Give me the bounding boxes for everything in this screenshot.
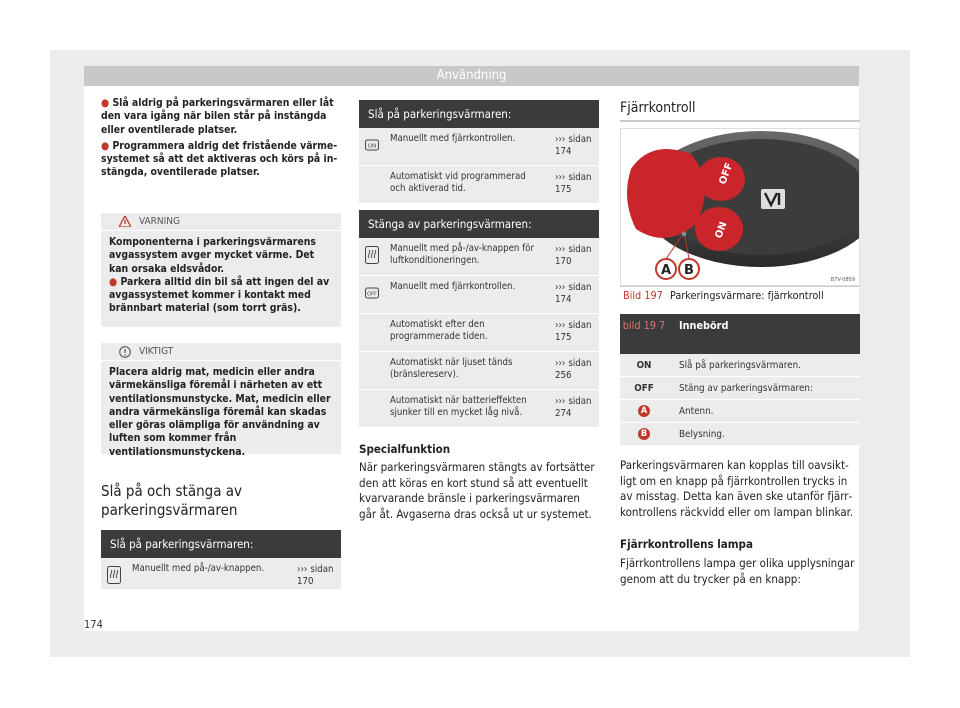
table-row <box>359 390 599 428</box>
bullet-item: ● Slå aldrig på parkeringsvärmaren eller låt den vara igång när bilen står på instängda eller oventilerade platser. <box>101 97 334 136</box>
remote-photo <box>620 128 860 286</box>
table-left <box>101 530 341 590</box>
off-label: OFF <box>717 161 736 187</box>
table-header: Slå på parkeringsvärmaren: <box>359 100 599 128</box>
table-mid-on <box>359 100 599 204</box>
row-desc: Automatiskt vid programmerad och aktiverad tid. <box>390 171 526 194</box>
warning-icon <box>119 216 131 227</box>
table-row <box>359 276 599 314</box>
table-row <box>359 238 599 276</box>
off-icon-text: OFF <box>367 291 377 298</box>
row-desc: Manuellt med på-/av-knappen. <box>132 563 265 574</box>
notice-box <box>101 343 341 458</box>
table-row <box>620 354 860 377</box>
row-ref: ››› sidan 170 <box>297 564 334 587</box>
row-desc: Manuellt med fjärrkontrollen. <box>390 133 516 144</box>
lamp-text: Fjärrkontrollens lampa ger olika upplysningar genom att du trycker på en knapp: <box>620 556 855 586</box>
caption-text: Parkeringsvärmare: fjärrkontroll <box>669 289 824 302</box>
table-row <box>359 166 599 204</box>
page-number: 174 <box>84 618 103 631</box>
legend-col2: Innebörd <box>679 319 729 332</box>
title-underline <box>620 120 860 122</box>
notice-icon <box>119 346 131 358</box>
row-ref: ››› sidan 174 <box>555 282 592 305</box>
figure-code: B7V-0859 <box>830 277 855 283</box>
row-ref: ››› sidan 174 <box>555 134 592 157</box>
row-desc: Automatiskt när batterieffekten sjunker till en mycket låg nivå. <box>390 395 527 418</box>
header-title: Användning <box>436 68 507 83</box>
off-icon <box>365 284 379 302</box>
photo-caption <box>620 286 860 304</box>
heater-icon <box>365 246 379 264</box>
warning-label: VARNING <box>139 216 180 227</box>
lamp-subheading: Fjärrkontrollens lampa <box>620 537 753 551</box>
on-icon <box>365 136 379 154</box>
legend-table <box>620 314 860 446</box>
remote-title: Fjärrkontroll <box>620 100 696 116</box>
header-bar <box>84 66 859 86</box>
notice-header <box>101 343 341 361</box>
legend-col1: bild 19 7 <box>622 319 666 332</box>
table-mid-off <box>359 210 599 428</box>
figure-number: Bild 197 <box>623 289 663 302</box>
row-desc: Manuellt med på-/av-knappen för luftkonditioneringen. <box>390 243 535 266</box>
label-a: A <box>660 263 672 278</box>
table-row <box>620 423 860 446</box>
warning-box <box>101 213 341 327</box>
bullet-item: ● Programmera aldrig det fristående värmesystemet så att det aktiveras och körs på instängda, oventilerade platser. <box>101 139 338 179</box>
row-ref: ››› sidan 274 <box>555 396 592 419</box>
legend-value: Belysning. <box>679 428 725 440</box>
legend-key: OFF <box>634 382 654 394</box>
legend-key-circle: A <box>638 405 650 417</box>
warning-header <box>101 213 341 231</box>
table-row <box>359 128 599 166</box>
bullet-block <box>101 97 341 180</box>
table-row <box>620 377 860 400</box>
legend-table-header <box>620 314 860 354</box>
remote-illustration <box>621 129 859 285</box>
row-desc: Automatiskt när ljuset tänds (bränslereserv). <box>390 357 513 380</box>
row-ref: ››› sidan 175 <box>555 320 592 343</box>
table-row <box>359 314 599 352</box>
label-b: B <box>684 263 694 278</box>
notice-text: Placera aldrig mat, medicin eller andra värmekänsliga föremål i närheten av ett ventilationsmunstycke. Mat, medicin eller andra värmekänsliga föremål kan skadas eller göras olämpliga för användning av luften som kommer från ventilationsmunstyckena. <box>109 366 331 458</box>
on-label: ON <box>713 220 730 241</box>
legend-value: Antenn. <box>679 405 714 417</box>
table-row <box>101 558 341 590</box>
legend-key: ON <box>636 359 652 371</box>
legend-key-circle: B <box>638 428 650 440</box>
table-left-header: Slå på parkeringsvärmaren: <box>101 530 341 558</box>
on-icon-text: ON <box>367 143 377 150</box>
heater-icon <box>107 566 121 584</box>
special-title: Specialfunktion <box>359 442 451 456</box>
row-desc: Manuellt med fjärrkontrollen. <box>390 281 516 292</box>
warning-text: Komponenterna i parkeringsvärmarens avgassystem avger mycket värme. Det kan orsaka eldsvådor. <box>109 236 316 275</box>
special-body: När parkeringsvärmaren stängts av fortsätter den att köras en kort stund så att eventuellt kvarvarande bränsle i parkeringsvärmaren går åt. Avgaserna dras också ut ur systemet. <box>359 460 595 521</box>
row-ref: ››› sidan 175 <box>555 172 592 195</box>
legend-value: Stäng av parkeringsvärmaren: <box>679 382 813 394</box>
table-header: Stänga av parkeringsvärmaren: <box>359 210 599 238</box>
notice-label: VIKTIGT <box>139 346 174 357</box>
table-row <box>359 352 599 390</box>
warning-bullet: ● Parkera alltid din bil så att ingen del av avgassystemet kommer i kontakt med brännbart material (som torrt gräs). <box>109 275 330 315</box>
section-title: Slå på och stänga av parkeringsvärmaren <box>101 482 243 519</box>
table-row <box>620 400 860 423</box>
special-function <box>359 442 599 522</box>
row-ref: ››› sidan 256 <box>555 358 592 381</box>
remote-paragraph: Parkeringsvärmaren kan kopplas till oavsiktligt om en knapp på fjärrkontrollen trycks in av misstag. Detta kan även ske utanför fjärrkontrollens räckvidd eller om lampan blinkar. <box>620 458 854 519</box>
row-desc: Automatiskt efter den programmerade tiden. <box>390 319 488 342</box>
legend-value: Slå på parkeringsvärmaren. <box>679 359 801 371</box>
row-ref: ››› sidan 170 <box>555 244 592 267</box>
